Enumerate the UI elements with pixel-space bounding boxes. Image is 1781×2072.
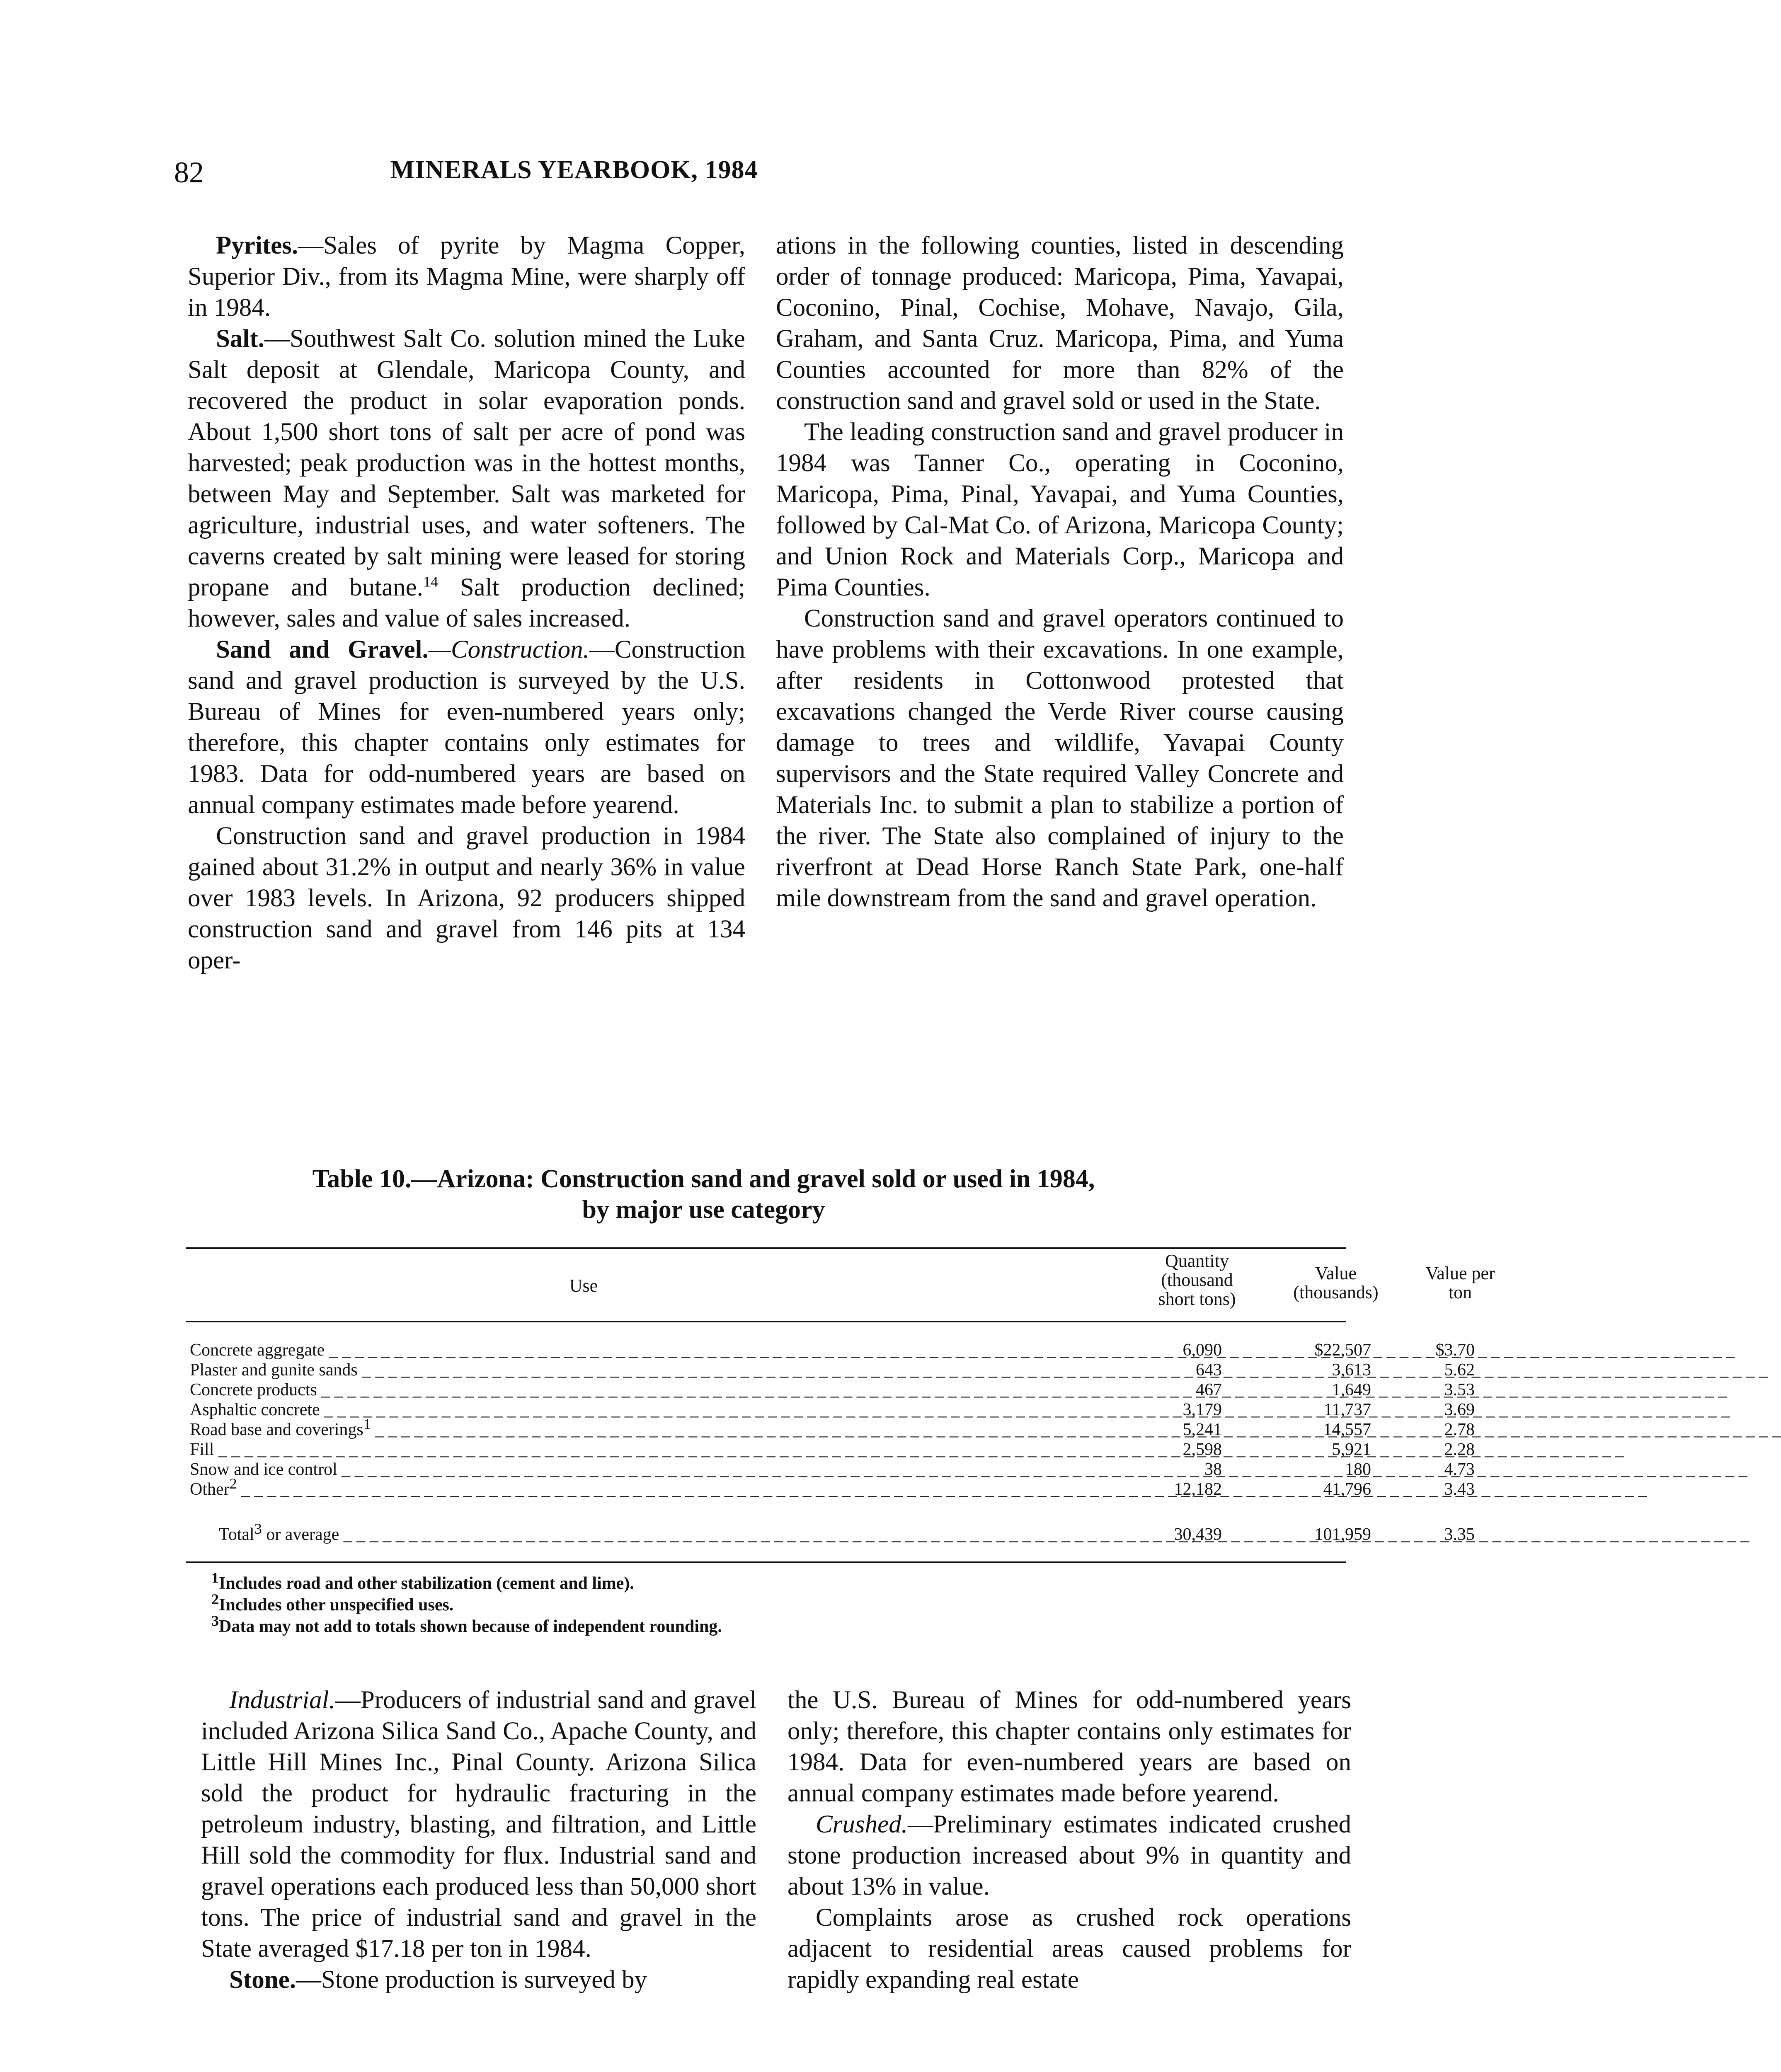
paragraph-bureau-survey: the U.S. Bureau of Mines for odd-numbered years only; therefore, this chapter contains only estimates for 1984. Data for even-numbered years are based on annual company estimates made before yearend. xyxy=(788,1686,1351,1807)
subheading-crushed: Crushed. xyxy=(816,1811,908,1838)
row-value-per-ton: $3.70 xyxy=(1435,1341,1475,1360)
table-row-total xyxy=(186,1520,1512,1544)
table-rule-header xyxy=(186,1321,1346,1322)
paragraph-pyrites xyxy=(188,230,745,323)
row-value-per-ton: 2.78 xyxy=(1444,1420,1475,1439)
table-row xyxy=(186,1460,1512,1479)
row-value: 5,921 xyxy=(1332,1440,1371,1459)
table-row xyxy=(186,1400,1512,1419)
row-value: 11,737 xyxy=(1324,1400,1371,1419)
row-label: Road base and coverings$^1$ _ _ _ xyxy=(190,1420,944,1439)
row-label: Plaster and gunite sands _ _ _ xyxy=(190,1360,944,1380)
footnote-1: $^1$Includes road and other stabilization (cement and lime). xyxy=(211,1569,634,1593)
row-value: 41,796 xyxy=(1323,1480,1371,1499)
row-value: 14,557 xyxy=(1323,1420,1371,1439)
row-value-per-ton: 3.43 xyxy=(1444,1480,1475,1499)
heading-pyrites: Pyrites. xyxy=(216,232,298,259)
text-industrial: —Producers of industrial sand and gravel included Arizona Silica Sand Co., Apache County, and Little Hill Mines Inc., Pinal County. Arizona Silica sold the product for hydraulic fracturing in the petroleum industry, blasting, and filtration, and Little Hill sold the commodity for flux. Industrial sand and gravel operations each produced less than 50,000 short tons. The price of industrial sand and gravel in the State averaged $17.18 per ton in 1984. xyxy=(201,1686,756,1963)
table-title xyxy=(207,1164,1200,1225)
paragraph-production-1984: Construction sand and gravel production in 1984 gained about 31.2% in output and nearly 36% in value over 1983 levels. In Arizona, 92 producers shipped construction sand and gravel from 146 pits at 134 oper- xyxy=(188,822,745,974)
table-row xyxy=(186,1475,1512,1499)
column-bottom-right xyxy=(788,1685,1351,1995)
header-value-per-ton: Value per ton xyxy=(1425,1263,1495,1302)
table-row xyxy=(186,1380,1512,1399)
row-label: Other$^2$ _ _ _ xyxy=(190,1480,944,1499)
row-quantity: 467 xyxy=(1196,1380,1222,1399)
text-stone: —Stone production is surveyed by xyxy=(296,1966,647,1994)
text-salt-2: Salt production declined; however, sales and value of sales increased. xyxy=(188,574,745,632)
paragraph-complaints: Complaints arose as crushed rock operations adjacent to residential areas caused problems for rapidly expanding real estate xyxy=(788,1904,1351,1994)
row-label: Concrete aggregate _ _ _ xyxy=(190,1341,944,1360)
table-row xyxy=(186,1341,1512,1360)
text-crushed: —Preliminary estimates indicated crushed stone production increased about 9% in quantity and about 13% in value. xyxy=(788,1811,1351,1900)
total-value-per-ton: 3.35 xyxy=(1444,1525,1475,1544)
paragraph-industrial xyxy=(201,1685,756,1964)
footnote-2: $^2$Includes other unspecified uses. xyxy=(211,1591,454,1615)
text-salt-1: —Southwest Salt Co. solution mined the Luke Salt deposit at Glendale, Maricopa County, and recovered the product in solar evaporation ponds. About 1,500 short tons of salt per acre of pond was harvested; peak production was in the hottest months, between May and September. Salt was marketed for agriculture, industrial uses, and water softeners. The caverns created by salt mining were leased for storing propane and butane. xyxy=(188,325,745,601)
row-label: Fill _ _ _ xyxy=(190,1440,944,1459)
column-top-right xyxy=(776,230,1344,914)
row-value: $22,507 xyxy=(1314,1341,1371,1360)
header-quantity: Quantity (thousand short tons) xyxy=(1158,1251,1236,1309)
header-use: Use xyxy=(569,1276,598,1296)
paragraph-counties: ations in the following counties, listed in descending order of tonnage produced: Maricopa, Pima, Yavapai, Coconino, Pinal, Cochise, Mohave, Navajo, Gila, Graham, and Santa Cruz. Maricopa, Pima, and Yuma Counties accounted for more than 82% of the construction sand and gravel sold or used in the State. xyxy=(776,232,1344,415)
paragraph-sand-gravel xyxy=(188,634,745,821)
table-row xyxy=(186,1440,1512,1459)
row-quantity: 2,598 xyxy=(1182,1440,1222,1459)
row-quantity: 38 xyxy=(1204,1460,1222,1479)
heading-stone: Stone. xyxy=(229,1966,296,1994)
row-value: 3,613 xyxy=(1332,1360,1371,1380)
total-quantity: 30,439 xyxy=(1174,1525,1222,1544)
footnote-3: $^3$Data may not add to totals shown because of independent rounding. xyxy=(211,1612,722,1636)
subheading-industrial: Industrial. xyxy=(229,1686,335,1714)
table-row xyxy=(186,1360,1512,1380)
paragraph-salt xyxy=(188,323,745,634)
row-value-per-ton: 3.69 xyxy=(1444,1400,1475,1419)
table-rule-top xyxy=(186,1247,1346,1249)
text-pyrites: —Sales of pyrite by Magma Copper, Superior Div., from its Magma Mine, were sharply off in 1984. xyxy=(188,232,745,322)
table-rule-bottom xyxy=(186,1561,1346,1563)
running-title: MINERALS YEARBOOK, 1984 xyxy=(390,156,758,184)
row-quantity: 5,241 xyxy=(1182,1420,1222,1439)
subheading-construction: —Construction. xyxy=(428,636,589,663)
row-label: Concrete products _ _ _ xyxy=(190,1380,944,1399)
table-row xyxy=(186,1416,1512,1439)
paragraph-crushed xyxy=(788,1809,1351,1902)
table-title-line-1: Table 10.—Arizona: Construction sand and gravel sold or used in 1984, xyxy=(312,1165,1095,1193)
total-label: Total$^3$ or average _ _ _ xyxy=(219,1525,944,1544)
row-value: 180 xyxy=(1345,1460,1371,1479)
text-sand-gravel: —Construction sand and gravel production is surveyed by the U.S. Bureau of Mines for even-numbered years only; therefore, this chapter contains only estimates for 1983. Data for odd-numbered years are based on annual company estimates made before yearend. xyxy=(188,636,745,819)
row-value-per-ton: 3.53 xyxy=(1444,1380,1475,1399)
row-quantity: 12,182 xyxy=(1174,1480,1222,1499)
column-bottom-left xyxy=(201,1685,756,1995)
footnote-ref-14: 14 xyxy=(423,573,438,590)
paragraph-excavation-problems: Construction sand and gravel operators continued to have problems with their excavations. In one example, after residents in Cottonwood protested that excavations changed the Verde River course causing damage to trees and wildlife, Yavapai County supervisors and the State required Valley Concrete and Materials Inc. to submit a plan to stabilize a portion of the river. The State also complained of injury to the riverfront at Dead Horse Ranch State Park, one-half mile downstream from the sand and gravel operation. xyxy=(776,605,1344,912)
row-value-per-ton: 5.62 xyxy=(1444,1360,1475,1380)
heading-salt: Salt. xyxy=(216,325,264,353)
paragraph-stone xyxy=(201,1964,756,1995)
heading-sand-gravel: Sand and Gravel. xyxy=(216,636,429,663)
table-title-line-2: by major use category xyxy=(582,1196,825,1224)
row-value-per-ton: 4.73 xyxy=(1444,1460,1475,1479)
table-footnotes xyxy=(211,1569,1206,1637)
row-label: Asphaltic concrete _ _ _ xyxy=(190,1400,944,1419)
total-value: 101,959 xyxy=(1314,1525,1371,1544)
header-value: Value (thousands) xyxy=(1293,1263,1379,1302)
page-header xyxy=(174,155,974,201)
page-number: 82 xyxy=(174,156,204,189)
column-top-left xyxy=(188,230,745,976)
row-value: 1,649 xyxy=(1332,1380,1371,1399)
row-value-per-ton: 2.28 xyxy=(1444,1440,1475,1459)
row-quantity: 643 xyxy=(1196,1360,1222,1380)
paragraph-leading-producer: The leading construction sand and gravel producer in 1984 was Tanner Co., operating in Coconino, Maricopa, Pima, Pinal, Yavapai, and Yuma Counties, followed by Cal-Mat Co. of Arizona, Maricopa County; and Union Rock and Materials Corp., Maricopa and Pima Counties. xyxy=(776,418,1344,601)
row-label: Snow and ice control _ _ _ xyxy=(190,1460,944,1479)
row-quantity: 6,090 xyxy=(1182,1341,1222,1360)
row-quantity: 3,179 xyxy=(1182,1400,1222,1419)
